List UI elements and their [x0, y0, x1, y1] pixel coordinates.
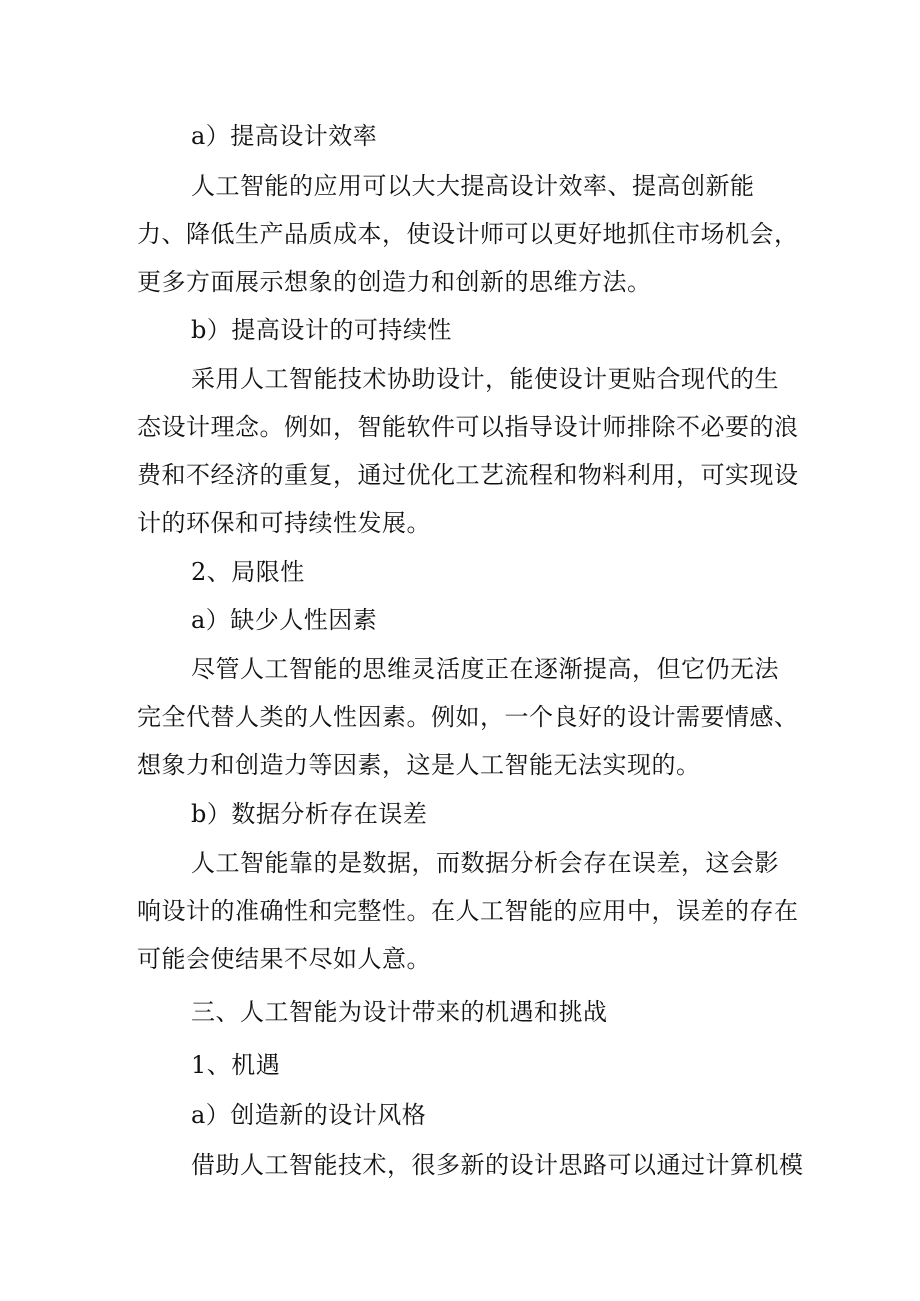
- paragraph-line: 费和不经济的重复，通过优化工艺流程和物料利用，可实现设: [137, 461, 799, 489]
- paragraph-line: 计的环保和可持续性发展。: [137, 509, 431, 537]
- section-heading-limitations: 2、局限性: [191, 558, 305, 586]
- paragraph-line: 人工智能靠的是数据，而数据分析会存在误差，这会影: [191, 849, 779, 877]
- chapter-heading-opportunities-challenges: 三、人工智能为设计带来的机遇和挑战: [191, 998, 608, 1026]
- subheading-b-data-error: b）数据分析存在误差: [191, 800, 428, 828]
- paragraph-line: 想象力和创造力等因素，这是人工智能无法实现的。: [137, 751, 701, 779]
- paragraph-line: 响设计的准确性和完整性。在人工智能的应用中，误差的存在: [137, 897, 799, 925]
- paragraph-line: 更多方面展示想象的创造力和创新的思维方法。: [137, 268, 652, 296]
- paragraph-line: 尽管人工智能的思维灵活度正在逐渐提高，但它仍无法: [191, 655, 779, 683]
- paragraph-line: 完全代替人类的人性因素。例如，一个良好的设计需要情感、: [137, 703, 799, 731]
- subheading-a-efficiency: a）提高设计效率: [191, 122, 378, 150]
- paragraph-line: 人工智能的应用可以大大提高设计效率、提高创新能: [191, 172, 755, 200]
- paragraph-line: 态设计理念。例如，智能软件可以指导设计师排除不必要的浪: [137, 413, 799, 441]
- section-heading-opportunities: 1、机遇: [191, 1051, 281, 1079]
- subheading-a-humanity: a）缺少人性因素: [191, 606, 378, 634]
- paragraph-line: 可能会使结果不尽如人意。: [137, 945, 431, 973]
- subheading-b-sustainability: b）提高设计的可持续性: [191, 316, 452, 344]
- paragraph-line: 借助人工智能技术，很多新的设计思路可以通过计算机模: [191, 1151, 804, 1179]
- subheading-a-new-style: a）创造新的设计风格: [191, 1101, 427, 1129]
- paragraph-line: 采用人工智能技术协助设计，能使设计更贴合现代的生: [191, 365, 779, 393]
- paragraph-line: 力、降低生产品质成本，使设计师可以更好地抓住市场机会，: [137, 220, 799, 248]
